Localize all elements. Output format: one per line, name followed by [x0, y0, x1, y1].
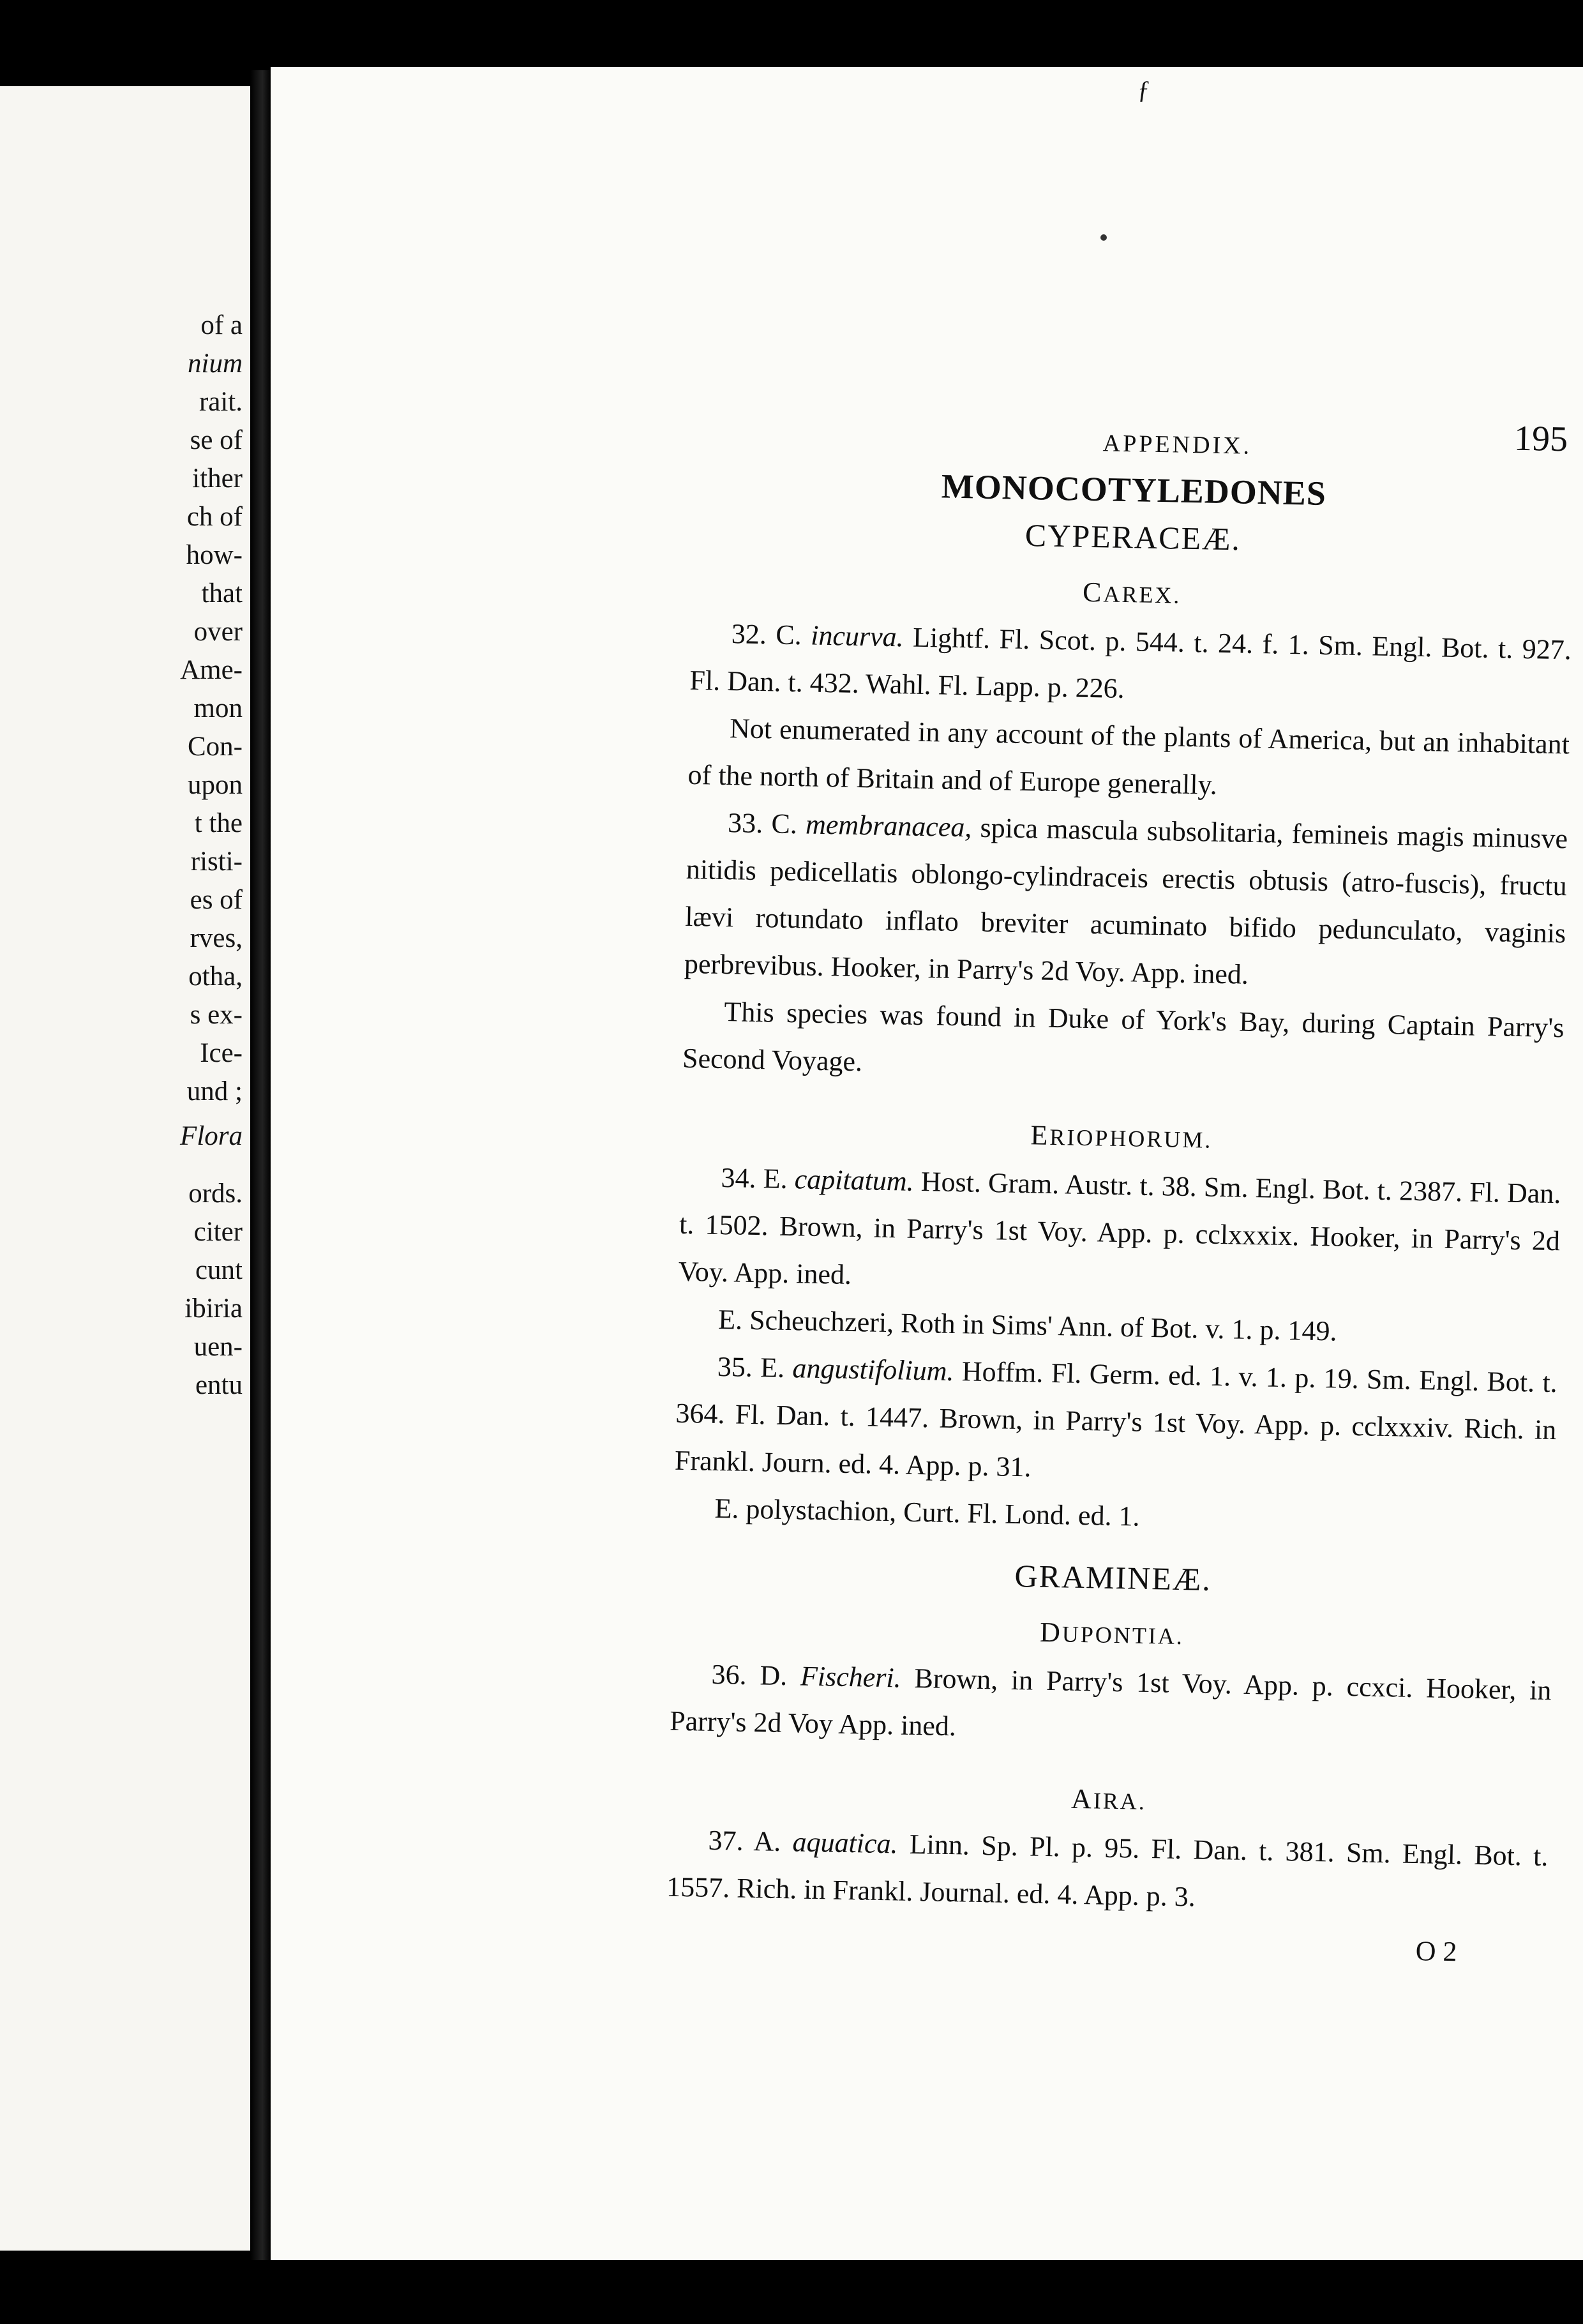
species-epithet: membranacea,	[805, 808, 972, 843]
species-epithet: angustifolium.	[792, 1352, 954, 1387]
species-entry	[689, 610, 1572, 721]
left-page-line-fragment: Ice-	[200, 1038, 243, 1068]
left-page-line-fragment: nium	[188, 349, 243, 379]
left-page-line-fragment: ords.	[188, 1179, 243, 1209]
left-page-line-fragment: s ex-	[190, 1000, 243, 1030]
genus-initial: E	[1030, 1119, 1050, 1151]
left-page-line-fragment: Con-	[188, 732, 243, 762]
left-page-line-fragment: risti-	[190, 847, 243, 877]
entry-text: Linn. Sp. Pl. p. 95. Fl. Dan. t. 381. Sm. Engl. Bot. t. 1557. Rich. in Frankl. Journal. ed. 4. App. p. 3.	[666, 1828, 1549, 1913]
left-page-line-fragment: over	[193, 617, 243, 647]
left-page-line-fragment: Ame-	[180, 655, 243, 685]
left-page-line-fragment: ch of	[186, 502, 243, 532]
species-epithet: incurva.	[810, 619, 904, 653]
species-epithet: capitatum.	[794, 1163, 915, 1197]
species-entry	[674, 1343, 1557, 1501]
left-page-line-fragment: otha,	[188, 962, 243, 992]
left-page-line-fragment: mon	[193, 693, 243, 723]
species-number: 35. E.	[717, 1350, 785, 1384]
text-block	[665, 399, 1576, 1977]
note-paragraph	[687, 704, 1570, 815]
species-entry	[678, 1154, 1561, 1312]
entry-text: Lightf. Fl. Scot. p. 544. t. 24. f. 1. Sm. Engl. Bot. t. 927. Fl. Dan. t. 432. Wahl. Fl. Lapp. p. 226.	[689, 621, 1572, 704]
signature-mark: O 2	[1415, 1935, 1458, 1968]
genus-rest: RIOPHORUM.	[1049, 1124, 1213, 1153]
gutter-shadow	[250, 70, 271, 2260]
right-page	[271, 67, 1583, 2260]
left-page-line-fragment: t the	[194, 808, 243, 838]
left-page-line-fragment: rait.	[199, 387, 243, 417]
species-number: 32. C.	[731, 618, 802, 651]
left-page-line-fragment: entu	[195, 1370, 243, 1400]
left-page-line-fragment: ither	[192, 464, 243, 494]
genus-initial: D	[1039, 1616, 1063, 1649]
left-page-line-fragment: upon	[188, 770, 243, 800]
genus-rest: UPONTIA.	[1062, 1621, 1185, 1650]
left-page-line-fragment: cunt	[195, 1255, 243, 1285]
left-page-line-fragment: rves,	[190, 923, 243, 953]
entry-text: Hoffm. Fl. Germ. ed. 1. v. 1. p. 19. Sm. Engl. Bot. t. 364. Fl. Dan. t. 1447. Brown, in Parry's 1st Voy. App. p. cclxxxiv. Rich. in Frankl. Journ. ed. 4. App. p. 31.	[674, 1355, 1558, 1483]
family-heading: CYPERACEÆ.	[1024, 517, 1242, 557]
species-number: 33. C.	[727, 807, 798, 840]
species-number: 34. E.	[721, 1162, 788, 1195]
left-page-line-fragment: se of	[190, 425, 243, 455]
family-heading: GRAMINEÆ.	[1014, 1557, 1212, 1597]
species-epithet: Fischeri.	[800, 1660, 902, 1694]
left-page	[0, 86, 250, 2251]
left-page-line-fragment: Flora	[180, 1121, 243, 1151]
species-epithet: aquatica.	[792, 1826, 899, 1860]
entry-text: Brown, in Parry's 1st Voy. App. p. ccxci. Hooker, in Parry's 2d Voy App. ined.	[669, 1662, 1552, 1742]
entry-text: E. polystachion, Curt. Fl. Lond. ed. 1.	[714, 1492, 1141, 1532]
genus-rest: AREX.	[1103, 581, 1182, 608]
species-entry	[666, 1816, 1549, 1928]
species-entry	[670, 1650, 1552, 1762]
entry-text: Host. Gram. Austr. t. 38. Sm. Engl. Bot. t. 2387. Fl. Dan. t. 1502. Brown, in Parry's 1st Voy. App. p. cclxxxix. Hooker, in Parry's 2d Voy. App. ined.	[678, 1166, 1561, 1290]
entry-text: spica mascula subsolitaria, femineis magis minusve nitidis pedicellatis oblongo-cylindraceis erectis obtusis (atro-fuscis), fructu lævi rotundato inflato breviter acuminato bifido pedunculato, vaginis perbrevibus. Hooker, in Parry's 2d Voy. App. ined.	[684, 811, 1568, 990]
left-page-line-fragment: ibiria	[184, 1294, 243, 1324]
left-page-line-fragment: that	[201, 578, 243, 608]
left-page-line-fragment: how-	[186, 540, 243, 570]
genus-initial: C	[1082, 576, 1104, 608]
page-number: 195	[1513, 418, 1568, 460]
top-mark: ƒ	[1137, 75, 1150, 104]
running-head-label: APPENDIX.	[1102, 430, 1252, 460]
left-page-line-fragment: und ;	[186, 1076, 243, 1106]
families	[666, 505, 1574, 1928]
entry-text: This species was found in Duke of York's Bay, during Captain Parry's Second Voyage.	[682, 996, 1564, 1078]
species-entry	[684, 799, 1568, 1004]
ink-dot	[1100, 234, 1107, 241]
entry-text: Not enumerated in any account of the plants of America, but an inhabitant of the north of Britain and of Europe generally.	[687, 713, 1570, 801]
note-paragraph	[682, 988, 1564, 1099]
left-page-line-fragment: es of	[190, 885, 243, 915]
species-number: 37. A.	[708, 1824, 781, 1857]
genus-initial: A	[1070, 1783, 1094, 1815]
left-page-line-fragment: of a	[200, 310, 243, 340]
species-number: 36. D.	[711, 1658, 788, 1692]
genus-rest: IRA.	[1093, 1788, 1147, 1815]
left-page-line-fragment: citer	[193, 1217, 243, 1247]
left-page-line-fragment: uen-	[193, 1332, 243, 1362]
entry-text: E. Scheuchzeri, Roth in Sims' Ann. of Bot. v. 1. p. 149.	[717, 1303, 1337, 1347]
class-heading: MONOCOTYLEDONES	[941, 467, 1327, 513]
